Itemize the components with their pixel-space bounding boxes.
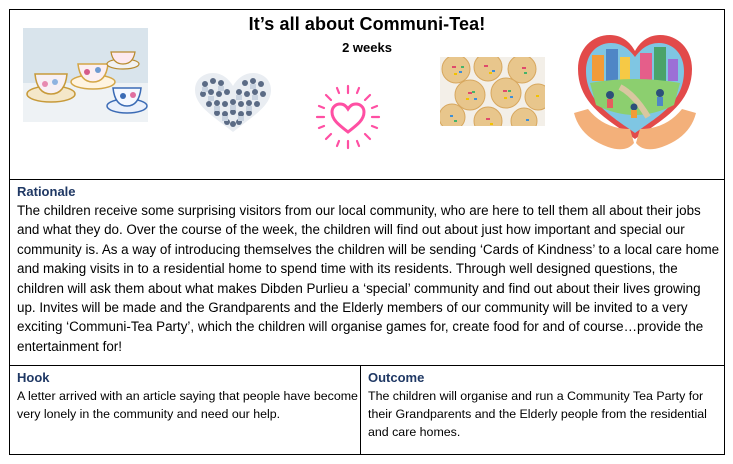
outcome-section <box>361 366 724 454</box>
rationale-text: The children receive some surprising visitors from our local community, who are here to tell them all about their jobs and what they do. Over the course of the week, the children will find out about just how important and special our community is. As a way of introducing themselves the children will be sending ‘Cards of Kindness’ to a local care home and making visits in to a residential home to spend time with its residents. Through well designed questions, the children will ask them about what makes Dibden Purlieu a ‘special’ community and find out about their lives growing up. Invites will be made and the Grandparents and the Elderly members of our community will be invited to a very exciting ‘Communi-Tea Party’, which the children will organise games for, create food for and of course…provide the entertainment for! <box>17 203 720 354</box>
page-title: It’s all about Communi-Tea! <box>248 14 486 34</box>
hook-section <box>10 366 361 454</box>
heart-icon <box>313 82 383 152</box>
crowd-heart-photo <box>193 72 273 134</box>
rationale-section <box>10 180 724 366</box>
teacups-photo <box>23 28 148 122</box>
header-cell <box>10 10 724 180</box>
community-heart-hands-illustration <box>570 25 700 155</box>
outcome-text: The children will organise and run a Community Tea Party for their Grandparents and the Elderly people from the residential and care homes. <box>368 389 707 440</box>
hook-heading: Hook <box>17 370 50 385</box>
duration-label: 2 weeks <box>342 40 392 55</box>
rationale-heading: Rationale <box>17 184 76 199</box>
hook-text: A letter arrived with an article saying that people have become very lonely in the community and need our help. <box>17 389 358 422</box>
outcome-heading: Outcome <box>368 370 425 385</box>
plan-table <box>9 9 725 455</box>
sprinkle-cookies-photo <box>440 57 545 126</box>
